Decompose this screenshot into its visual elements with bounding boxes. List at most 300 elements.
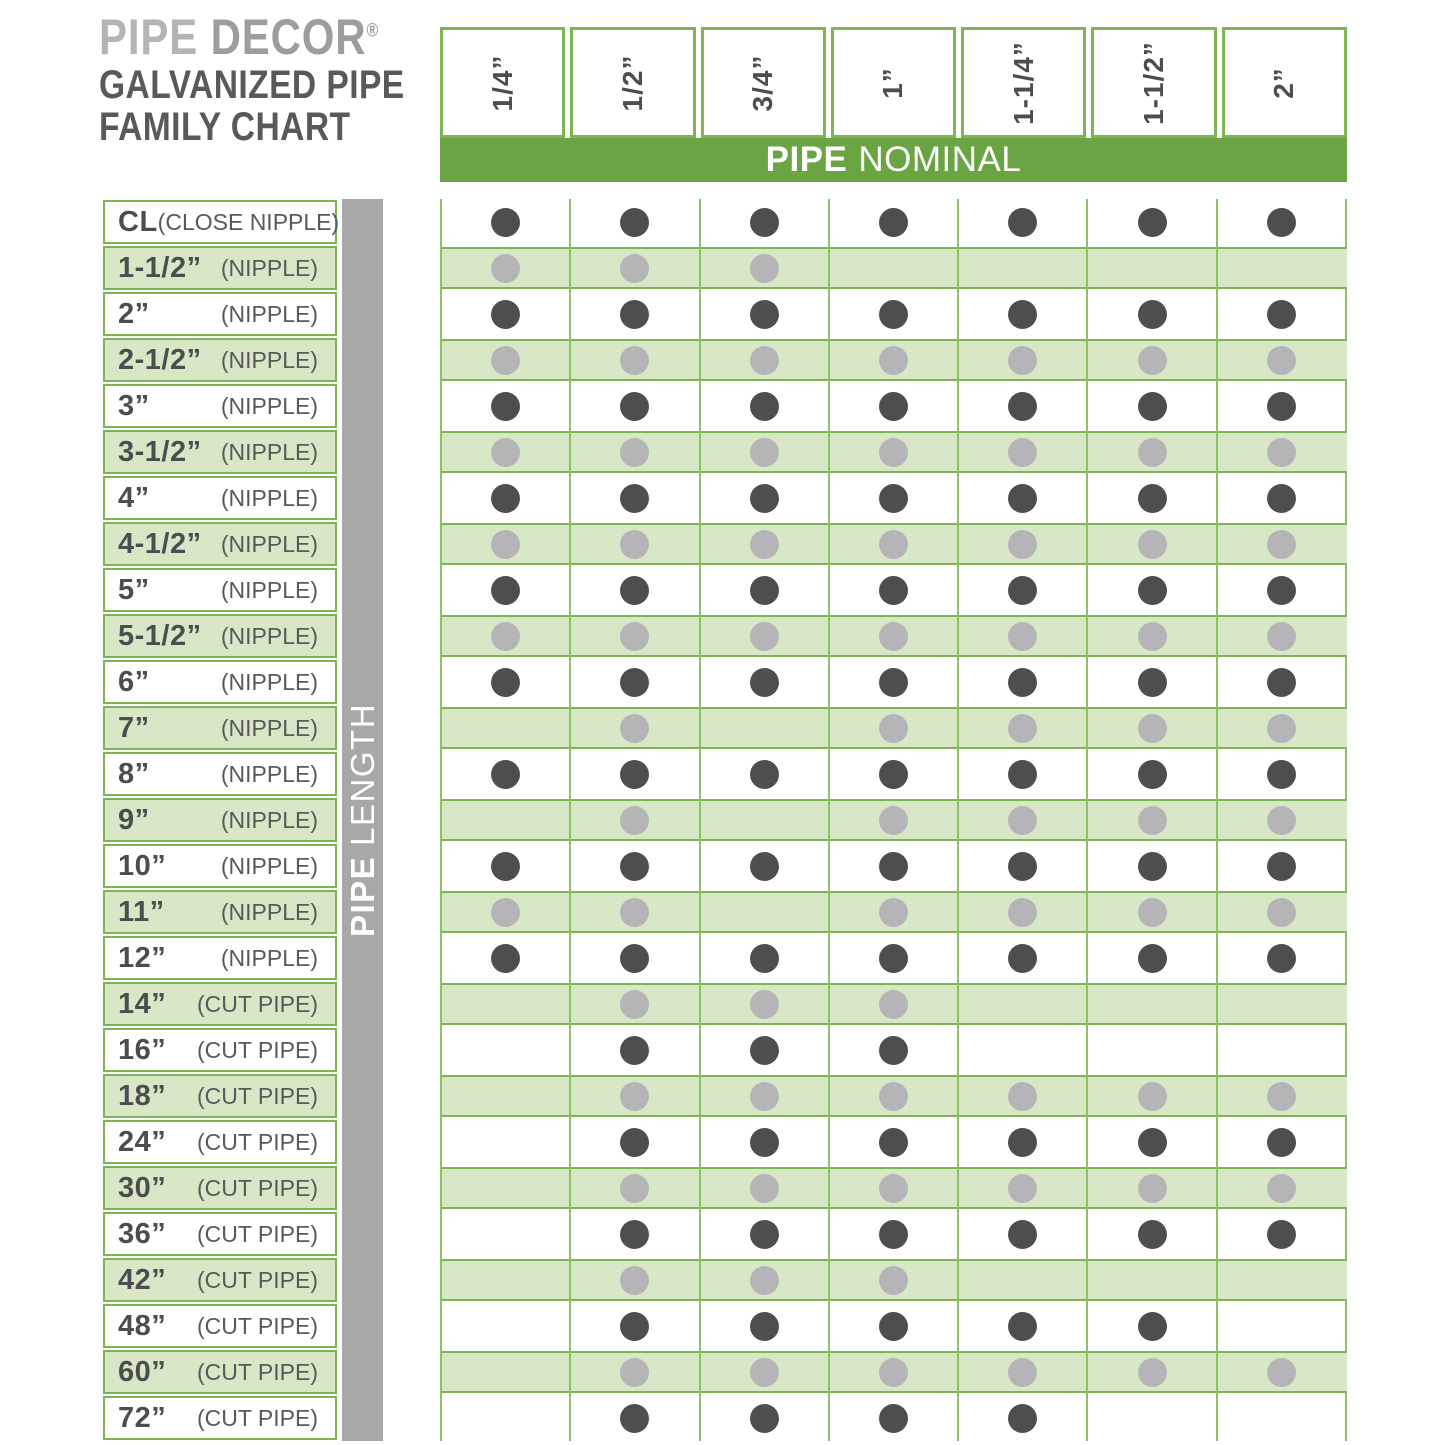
dot-cell — [569, 705, 698, 751]
column-header — [961, 27, 1086, 138]
dot-cell — [828, 1395, 957, 1441]
row-length-label: 9” — [118, 803, 150, 836]
dot-cell — [440, 1119, 569, 1165]
spacer — [337, 1073, 440, 1119]
availability-dot — [620, 300, 649, 329]
availability-dot — [879, 392, 908, 421]
dot-band — [440, 1257, 1347, 1303]
row-length-label: CL — [118, 205, 158, 238]
availability-dot — [1008, 438, 1037, 467]
availability-dot — [1267, 530, 1296, 559]
availability-dot — [750, 944, 779, 973]
row-category-label: (NIPPLE) — [220, 806, 318, 833]
dot-cell — [1086, 889, 1215, 935]
dot-band — [440, 199, 1347, 245]
dot-cell — [569, 1027, 698, 1073]
dot-cell — [569, 199, 698, 245]
dot-band — [440, 1395, 1347, 1441]
dot-band — [440, 1073, 1347, 1119]
dot-cell — [957, 935, 1086, 981]
availability-dot — [1138, 760, 1167, 789]
dot-cell — [828, 613, 957, 659]
row-category-label: (NIPPLE) — [220, 714, 318, 741]
dot-cell — [828, 521, 957, 567]
availability-dot — [1267, 392, 1296, 421]
availability-dot — [491, 622, 520, 651]
dot-band — [440, 1119, 1347, 1165]
spacer — [337, 1257, 440, 1303]
availability-dot — [491, 300, 520, 329]
dot-cell — [440, 705, 569, 751]
spacer — [337, 705, 440, 751]
spacer — [337, 1211, 440, 1257]
row-label — [103, 1304, 337, 1348]
dot-cell — [957, 337, 1086, 383]
dot-cell — [569, 1073, 698, 1119]
row-category-label: (NIPPLE) — [220, 438, 318, 465]
availability-dot — [1267, 944, 1296, 973]
spacer — [337, 199, 440, 245]
availability-dot — [1138, 944, 1167, 973]
availability-dot — [879, 760, 908, 789]
availability-dot — [491, 392, 520, 421]
row-label — [103, 1120, 337, 1164]
row-category-label: (CUT PIPE) — [197, 990, 318, 1017]
dot-cell — [1216, 705, 1345, 751]
availability-dot — [1138, 300, 1167, 329]
table-row — [103, 889, 1347, 935]
availability-dot — [1008, 346, 1037, 375]
availability-dot — [620, 208, 649, 237]
availability-dot — [1267, 300, 1296, 329]
dot-cell — [440, 751, 569, 797]
dot-cell — [440, 1073, 569, 1119]
availability-dot — [750, 990, 779, 1019]
row-length-label: 36” — [118, 1217, 167, 1250]
availability-dot — [1008, 944, 1037, 973]
dot-band — [440, 981, 1347, 1027]
dot-cell — [828, 429, 957, 475]
dot-cell — [1216, 1165, 1345, 1211]
dot-cell — [1216, 383, 1345, 429]
dot-cell — [957, 797, 1086, 843]
dot-cell — [828, 291, 957, 337]
availability-dot — [620, 622, 649, 651]
dot-cell — [828, 981, 957, 1027]
dot-band — [440, 429, 1347, 475]
dot-cell — [828, 1303, 957, 1349]
dot-cell — [1086, 429, 1215, 475]
table-row — [103, 935, 1347, 981]
dot-cell — [1216, 843, 1345, 889]
dot-cell — [569, 1349, 698, 1395]
dot-cell — [957, 705, 1086, 751]
dot-cell — [699, 1349, 828, 1395]
availability-dot — [879, 852, 908, 881]
dot-cell — [1086, 199, 1215, 245]
table-row — [103, 199, 1347, 245]
brand-logo-pipe: PIPE — [99, 9, 199, 65]
column-header — [570, 27, 695, 138]
availability-dot — [1267, 576, 1296, 605]
availability-dot — [1008, 1128, 1037, 1157]
row-category-label: (CUT PIPE) — [197, 1266, 318, 1293]
dot-cell — [699, 797, 828, 843]
row-label — [103, 798, 337, 842]
dot-cell — [1086, 1211, 1215, 1257]
dot-cell — [569, 521, 698, 567]
row-length-label: 60” — [118, 1355, 167, 1388]
dot-cell — [957, 1395, 1086, 1441]
availability-dot — [620, 944, 649, 973]
dot-cell — [1216, 613, 1345, 659]
dot-cell — [569, 935, 698, 981]
availability-dot — [1267, 852, 1296, 881]
column-headers — [440, 27, 1347, 138]
dot-cell — [1216, 1073, 1345, 1119]
pipe-nominal-bar — [440, 138, 1347, 182]
availability-dot — [1138, 438, 1167, 467]
table-row — [103, 383, 1347, 429]
availability-dot — [879, 898, 908, 927]
row-category-label: (NIPPLE) — [220, 300, 318, 327]
availability-dot — [750, 392, 779, 421]
spacer — [337, 843, 440, 889]
dot-cell — [1216, 1027, 1345, 1073]
row-label — [103, 568, 337, 612]
dot-band — [440, 291, 1347, 337]
availability-dot — [879, 1404, 908, 1433]
availability-dot — [879, 1312, 908, 1341]
dot-cell — [699, 1211, 828, 1257]
dot-cell — [440, 1027, 569, 1073]
availability-dot — [1267, 806, 1296, 835]
dot-cell — [1216, 567, 1345, 613]
spacer — [337, 429, 440, 475]
availability-dot — [750, 760, 779, 789]
dot-cell — [699, 1119, 828, 1165]
dot-band — [440, 1349, 1347, 1395]
row-length-label: 10” — [118, 849, 167, 882]
dot-cell — [440, 245, 569, 291]
availability-dot — [1138, 1128, 1167, 1157]
availability-dot — [1267, 208, 1296, 237]
dot-cell — [828, 1211, 957, 1257]
dot-cell — [699, 199, 828, 245]
row-length-label: 14” — [118, 987, 167, 1020]
dot-cell — [440, 1395, 569, 1441]
availability-dot — [1008, 622, 1037, 651]
table-row — [103, 429, 1347, 475]
row-length-label: 3” — [118, 389, 150, 422]
row-length-label: 48” — [118, 1309, 167, 1342]
dot-cell — [699, 337, 828, 383]
availability-dot — [750, 484, 779, 513]
dot-cell — [957, 843, 1086, 889]
availability-dot — [1138, 208, 1167, 237]
spacer — [337, 1395, 440, 1441]
row-length-label: 2-1/2” — [118, 343, 202, 376]
row-grid — [103, 199, 1347, 1441]
row-label — [103, 1212, 337, 1256]
dot-band — [440, 383, 1347, 429]
availability-dot — [750, 254, 779, 283]
spacer — [337, 383, 440, 429]
row-label — [103, 752, 337, 796]
table-row — [103, 1257, 1347, 1303]
dot-cell — [440, 889, 569, 935]
dot-cell — [699, 981, 828, 1027]
dot-cell — [440, 337, 569, 383]
dot-cell — [957, 889, 1086, 935]
row-category-label: (NIPPLE) — [220, 852, 318, 879]
dot-band — [440, 751, 1347, 797]
dot-cell — [569, 475, 698, 521]
dot-cell — [1216, 291, 1345, 337]
row-label — [103, 384, 337, 428]
availability-dot — [1008, 898, 1037, 927]
table-row — [103, 981, 1347, 1027]
dot-cell — [957, 199, 1086, 245]
availability-dot — [620, 484, 649, 513]
dot-cell — [1216, 981, 1345, 1027]
availability-dot — [491, 944, 520, 973]
row-category-label: (CUT PIPE) — [197, 1128, 318, 1155]
dot-cell — [699, 291, 828, 337]
availability-dot — [491, 576, 520, 605]
availability-dot — [879, 714, 908, 743]
row-length-label: 11” — [118, 895, 165, 928]
row-category-label: (CUT PIPE) — [197, 1174, 318, 1201]
dot-cell — [699, 1395, 828, 1441]
row-label — [103, 246, 337, 290]
dot-cell — [1216, 1349, 1345, 1395]
spacer — [337, 521, 440, 567]
availability-dot — [1008, 1220, 1037, 1249]
availability-dot — [750, 1220, 779, 1249]
spacer — [337, 245, 440, 291]
dot-cell — [1086, 843, 1215, 889]
dot-cell — [957, 659, 1086, 705]
availability-dot — [491, 346, 520, 375]
dot-cell — [1086, 475, 1215, 521]
row-label — [103, 614, 337, 658]
table-row — [103, 475, 1347, 521]
dot-band — [440, 797, 1347, 843]
table-row — [103, 567, 1347, 613]
dot-band — [440, 705, 1347, 751]
availability-dot — [1138, 1220, 1167, 1249]
row-category-label: (CUT PIPE) — [197, 1220, 318, 1247]
dot-band — [440, 521, 1347, 567]
availability-dot — [750, 1082, 779, 1111]
dot-cell — [569, 1257, 698, 1303]
row-label — [103, 706, 337, 750]
row-category-label: (NIPPLE) — [220, 622, 318, 649]
dot-cell — [1086, 705, 1215, 751]
dot-cell — [957, 1073, 1086, 1119]
availability-dot — [1267, 622, 1296, 651]
dot-cell — [828, 383, 957, 429]
dot-cell — [1216, 935, 1345, 981]
row-length-label: 30” — [118, 1171, 167, 1204]
dot-cell — [828, 1349, 957, 1395]
availability-dot — [491, 438, 520, 467]
availability-dot — [879, 1036, 908, 1065]
dot-cell — [699, 613, 828, 659]
dot-cell — [1086, 1073, 1215, 1119]
dot-cell — [1216, 429, 1345, 475]
dot-cell — [828, 705, 957, 751]
dot-cell — [1086, 751, 1215, 797]
availability-dot — [1008, 806, 1037, 835]
availability-dot — [879, 806, 908, 835]
availability-dot — [1138, 1082, 1167, 1111]
availability-dot — [879, 346, 908, 375]
column-header-label: 1-1/4” — [1007, 40, 1039, 125]
row-category-label: (NIPPLE) — [220, 254, 318, 281]
row-category-label: (NIPPLE) — [220, 392, 318, 419]
dot-cell — [957, 245, 1086, 291]
availability-dot — [1008, 1358, 1037, 1387]
availability-dot — [1008, 760, 1037, 789]
row-category-label: (NIPPLE) — [220, 530, 318, 557]
availability-dot — [1008, 1174, 1037, 1203]
dot-cell — [569, 797, 698, 843]
dot-cell — [569, 613, 698, 659]
row-label — [103, 890, 337, 934]
availability-dot — [879, 438, 908, 467]
dot-cell — [828, 567, 957, 613]
dot-cell — [699, 659, 828, 705]
dot-cell — [957, 613, 1086, 659]
dot-cell — [699, 1165, 828, 1211]
dot-cell — [1086, 521, 1215, 567]
dot-cell — [440, 199, 569, 245]
spacer — [337, 981, 440, 1027]
page-title — [99, 64, 405, 148]
availability-dot — [620, 1312, 649, 1341]
dot-cell — [569, 889, 698, 935]
dot-cell — [957, 1119, 1086, 1165]
availability-dot — [1008, 1082, 1037, 1111]
availability-dot — [750, 576, 779, 605]
dot-cell — [699, 1027, 828, 1073]
row-length-label: 5-1/2” — [118, 619, 202, 652]
dot-cell — [957, 1349, 1086, 1395]
table-row — [103, 245, 1347, 291]
availability-dot — [1267, 714, 1296, 743]
spacer — [337, 567, 440, 613]
row-category-label: (NIPPLE) — [220, 944, 318, 971]
dot-cell — [957, 567, 1086, 613]
dot-cell — [569, 383, 698, 429]
dot-cell — [1086, 659, 1215, 705]
availability-dot — [620, 1128, 649, 1157]
row-label — [103, 936, 337, 980]
registered-mark: ® — [366, 20, 380, 42]
dot-cell — [569, 751, 698, 797]
availability-dot — [1008, 714, 1037, 743]
spacer — [337, 475, 440, 521]
availability-dot — [1138, 530, 1167, 559]
availability-dot — [750, 1312, 779, 1341]
dot-band — [440, 659, 1347, 705]
page-title-line1: GALVANIZED PIPE — [99, 63, 405, 107]
dot-cell — [1216, 889, 1345, 935]
table-row — [103, 1349, 1347, 1395]
availability-dot — [879, 990, 908, 1019]
availability-dot — [620, 1082, 649, 1111]
availability-dot — [491, 254, 520, 283]
row-label — [103, 522, 337, 566]
row-category-label: (NIPPLE) — [220, 576, 318, 603]
dot-cell — [957, 1257, 1086, 1303]
dot-cell — [1216, 245, 1345, 291]
dot-cell — [957, 429, 1086, 475]
availability-dot — [1267, 1174, 1296, 1203]
row-label — [103, 1166, 337, 1210]
table-row — [103, 1395, 1347, 1441]
row-label — [103, 200, 340, 244]
dot-cell — [1086, 1349, 1215, 1395]
dot-cell — [1086, 1395, 1215, 1441]
availability-dot — [1008, 484, 1037, 513]
dot-cell — [569, 245, 698, 291]
dot-cell — [440, 1349, 569, 1395]
dot-cell — [828, 889, 957, 935]
dot-cell — [828, 797, 957, 843]
availability-dot — [1138, 346, 1167, 375]
dot-cell — [1086, 981, 1215, 1027]
availability-dot — [620, 714, 649, 743]
dot-cell — [828, 935, 957, 981]
table-row — [103, 843, 1347, 889]
availability-dot — [750, 208, 779, 237]
page-title-line2: FAMILY CHART — [99, 105, 351, 149]
availability-dot — [879, 1174, 908, 1203]
spacer — [337, 1303, 440, 1349]
brand-logo — [99, 8, 379, 66]
column-header — [1091, 27, 1216, 138]
row-label — [103, 844, 337, 888]
spacer — [337, 1165, 440, 1211]
availability-dot — [750, 1128, 779, 1157]
availability-dot — [1138, 1174, 1167, 1203]
dot-cell — [699, 751, 828, 797]
availability-dot — [620, 806, 649, 835]
dot-cell — [699, 245, 828, 291]
pipe-nominal-bold: PIPE — [765, 140, 848, 179]
table-row — [103, 1211, 1347, 1257]
dot-cell — [957, 1303, 1086, 1349]
row-length-label: 4-1/2” — [118, 527, 202, 560]
availability-dot — [620, 346, 649, 375]
dot-cell — [1086, 245, 1215, 291]
availability-dot — [1267, 346, 1296, 375]
availability-dot — [1267, 760, 1296, 789]
dot-cell — [699, 475, 828, 521]
availability-dot — [620, 760, 649, 789]
availability-dot — [750, 346, 779, 375]
availability-dot — [620, 438, 649, 467]
row-length-label: 7” — [118, 711, 150, 744]
availability-dot — [1138, 576, 1167, 605]
dot-cell — [699, 705, 828, 751]
availability-dot — [1138, 1358, 1167, 1387]
availability-dot — [750, 622, 779, 651]
dot-cell — [440, 1257, 569, 1303]
